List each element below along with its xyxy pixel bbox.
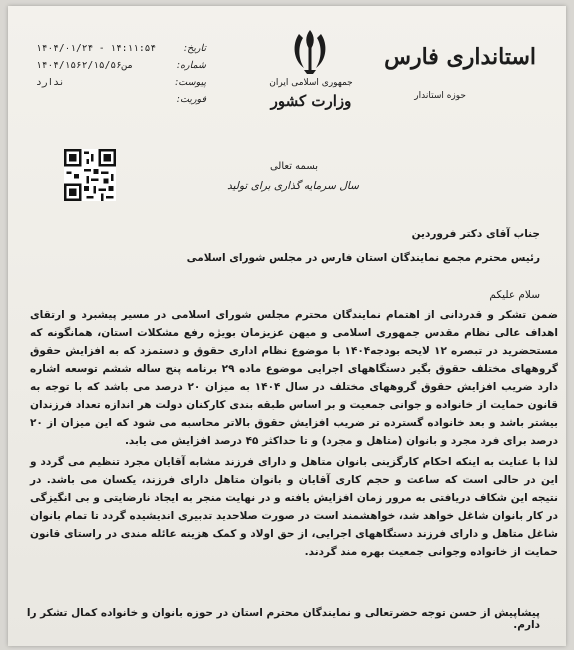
closing-line: پیشاپیش از حسن توجه حضرتعالی و نمایندگان محترم استان در حوزه بانوان و خانواده کمال تشکر را دارم. (26, 607, 540, 631)
meta-date: تاریخ: ۱۴۰۴/۰۱/۲۴ - ۱۴:۱۱:۵۴ (36, 43, 206, 54)
body-paragraph-1: ضمن تشکر و قدردانی از اهتمام نمایندگان محترم مجلس شورای اسلامی در مسیر پیشبرد و ارتقای اهداف عالی نظام مقدس جمهوری اسلامی و میهن عزیزمان بویژه رفع مشکلات استان، همانگونه که مستحضرید در تبصره ۱۲ لایحه بودجه۱۴۰۴ با موضوع نظام اداری حقوق و دستمزد که به افزایش حقوق گروههای مختلف حقوق بگیر دستگاههای اجرایی موضوع ماده ۲۹ برنامه پنج ساله ششم توسعه اشاره دارد ضریب افزایش حقوق گروههای مختلف در سال ۱۴۰۴ به میزان ۲۰ درصد می باشد که با توجه به قانون حمایت از خانواده و جوانی جمعیت و بر اساس طبقه بندی کارکنان دولت هر اندازه تعداد فرزندان بیشتر باشد و بعد خانواده گسترده تر ضریب افزایش حقوق بالاتر محاسبه می شود که این میزان از ۲۰ درصد برای فرد مجرد و بانوان (متاهل و مجرد) و تا حداکثر ۴۵ درصد افزایش می یابد. (30, 309, 559, 447)
bismillah-heading: بسمه تعالی (269, 161, 319, 172)
meta-attachment: پیوست: ندارد (36, 77, 206, 88)
letter-page (8, 6, 566, 646)
meta-urgency: فوریت: (176, 94, 206, 105)
org-subtitle: حوزه استاندار (414, 91, 466, 101)
org-title: استانداری فارس (384, 44, 536, 70)
letter-meta (36, 40, 206, 108)
iran-emblem-icon (289, 26, 331, 78)
recipient-name: جناب آقای دکتر فروردین (411, 228, 540, 240)
meta-number: شماره: من۱۴۰۴/۱۵۶۲/۱۵/۵۶ (36, 60, 206, 71)
republic-label: جمهوری اسلامی ایران (269, 78, 353, 88)
ministry-title: وزارت کشور (270, 92, 352, 110)
greeting: سلام علیکم (489, 289, 540, 301)
body-paragraph-2: لذا با عنایت به اینکه احکام کارگزینی بانوان متاهل و دارای فرزند مشابه آقایان مجرد تنظیم می گردد و این در حالی است که ساعت و حجم کاری آقایان و بانوان متاهل دارای فرزند، یکسان می باشد. در نتیجه این شکاف دریافتی به مرور زمان افزایش یافته و در نهایت منجر به ایجاد نارضایتی و بی انگیزگی در کار بانوان شاغل خواهد شد، خواهشمند است در صورت صلاحدید تدبیری اندیشیده گردد تا تمام بانوان شاغل متاهل و دارای فرزند دستگاههای اجرایی، از حق اولاد و کمک هزینه عائله مندی در راستای قانون حمایت از خانواده وجوانی جمعیت بهره مند گردند. (29, 456, 558, 558)
year-motto: سال سرمایه گذاری برای تولید (227, 180, 359, 192)
recipient-title: رئیس محترم مجمع نمایندگان استان فارس در مجلس شورای اسلامی (186, 252, 540, 264)
qr-code-icon (64, 149, 116, 201)
